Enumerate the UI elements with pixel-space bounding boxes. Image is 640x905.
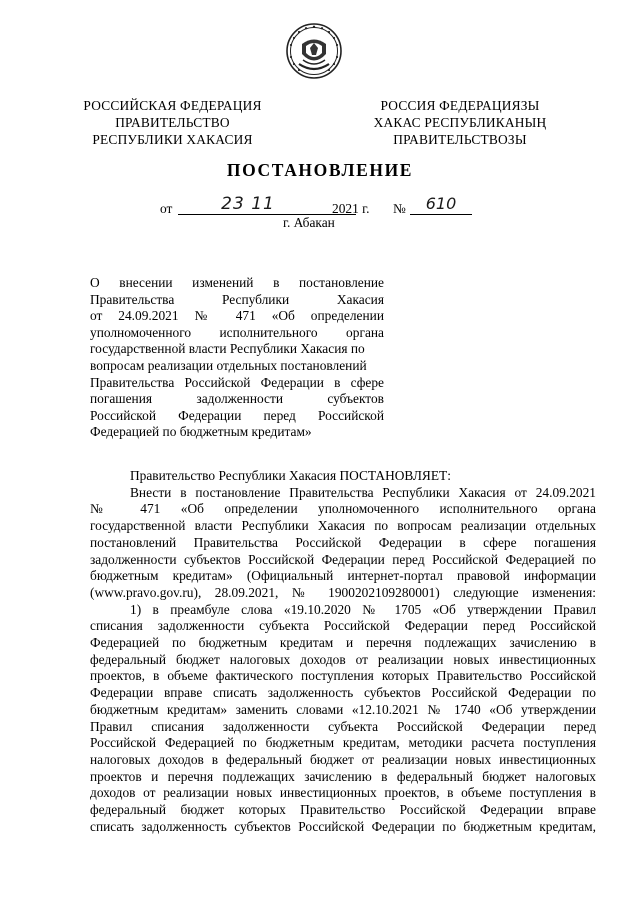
subject-line: О внесении изменений в постановление	[90, 275, 384, 290]
subject-line: вопросам реализации отдельных постановлений	[90, 357, 367, 373]
body-line: доходов от реализации новых инвестиционных проектов, в объеме поступления в	[90, 785, 596, 801]
date-prefix: от	[160, 201, 173, 216]
body-line: Федерации вправе списать задолженность субъектов Российской Федерации по	[90, 685, 596, 701]
document-body	[90, 468, 596, 835]
subject-block	[90, 275, 384, 441]
subject-line: Федерацией по бюджетным кредитам»	[90, 424, 312, 440]
year-text: 2021 г.	[332, 201, 370, 216]
header-right-block	[350, 97, 570, 148]
body-line: Внести в постановление Правительства Республики Хакасия от 24.09.2021	[130, 484, 596, 500]
body-line: списать задолженность субъектов Российской Федерации по бюджетным кредитам,	[90, 818, 596, 834]
header-left-block	[60, 97, 285, 148]
handwritten-date: 23 11	[221, 194, 275, 214]
subject-line: уполномоченного исполнительного органа	[90, 324, 384, 340]
subject-line: государственной власти Республики Хакасия по	[90, 341, 365, 357]
body-line: Правительство Республики Хакасия ПОСТАНОВЛЯЕТ:	[130, 468, 451, 483]
body-line: Федерацией по бюджетным кредитам и перечня подлежащих зачислению в	[90, 635, 596, 651]
body-line: (www.pravo.gov.ru), 28.09.2021, № 1900202109280001) следующие изменения:	[90, 584, 596, 600]
header-left-line-1: РОССИЙСКАЯ ФЕДЕРАЦИЯ	[83, 98, 262, 113]
city-name: г. Абакан	[283, 215, 335, 230]
number-underline	[410, 214, 472, 215]
document-type-title: ПОСТАНОВЛЕНИЕ	[226, 160, 414, 180]
body-line: № 471 «Об определении уполномоченного исполнительного органа	[90, 501, 596, 517]
coat-of-arms-emblem	[285, 22, 343, 80]
body-line: списания задолженности субъекта Российской Федерации перед Российской	[90, 618, 596, 634]
body-line: федеральный бюджет налоговых доходов от реализации новых инвестиционных	[90, 651, 596, 667]
body-line: бюджетным кредитам» (Официальный интернет-портал правовой информации	[90, 568, 596, 584]
body-line: налоговых доходов в федеральный бюджет от реализации новых инвестиционных	[90, 751, 596, 767]
body-line: постановлений Правительства Российской Федерации в сфере погашения	[90, 534, 596, 550]
body-line: государственной власти Республики Хакасия по вопросам реализации отдельных	[90, 518, 596, 534]
subject-line: Правительства Республики Хакасия	[90, 291, 384, 307]
body-line: Правил списания задолженности субъекта Российской Федерации перед	[90, 718, 596, 734]
number-sign: №	[393, 201, 406, 216]
body-line: проектов и перечня подлежащих зачислению в федеральный бюджет налоговых	[90, 768, 596, 784]
header-left-line-2: ПРАВИТЕЛЬСТВО	[115, 115, 230, 130]
body-line: 1) в преамбуле слова «19.10.2020 № 1705 «Об утверждении Правил	[130, 601, 596, 617]
body-line: задолженности субъектов Российской Федерации перед Российской Федерацией по	[90, 551, 596, 567]
subject-line: Российской Федерации перед Российской	[90, 407, 384, 423]
handwritten-number: 610	[425, 194, 457, 213]
body-line: проектов, в объеме фактического поступления которых Правительство Российской	[90, 668, 596, 684]
subject-line: Правительства Российской Федерации в сфере	[90, 374, 384, 390]
header-left-line-3: РЕСПУБЛИКИ ХАКАСИЯ	[92, 132, 253, 147]
body-line: федеральный бюджет которых Правительство Российской Федерации вправе	[90, 802, 596, 818]
subject-line: от 24.09.2021 № 471 «Об определении	[90, 308, 384, 324]
header-right-line-1: РОССИЯ ФЕДЕРАЦИЯЗЫ	[380, 98, 540, 113]
subject-line: погашения задолженности субъектов	[90, 391, 384, 407]
header-right-line-3: ПРАВИТЕЛЬСТВОЗЫ	[393, 132, 527, 147]
body-line: Российской Федерацией по бюджетным кредитам, методики расчета поступления	[90, 735, 596, 751]
body-line: бюджетным кредитам» заменить словами «12.10.2021 № 1740 «Об утверждении	[90, 701, 596, 717]
header-right-line-2: ХАКАС РЕСПУБЛИКАНЫҢ	[373, 115, 547, 130]
